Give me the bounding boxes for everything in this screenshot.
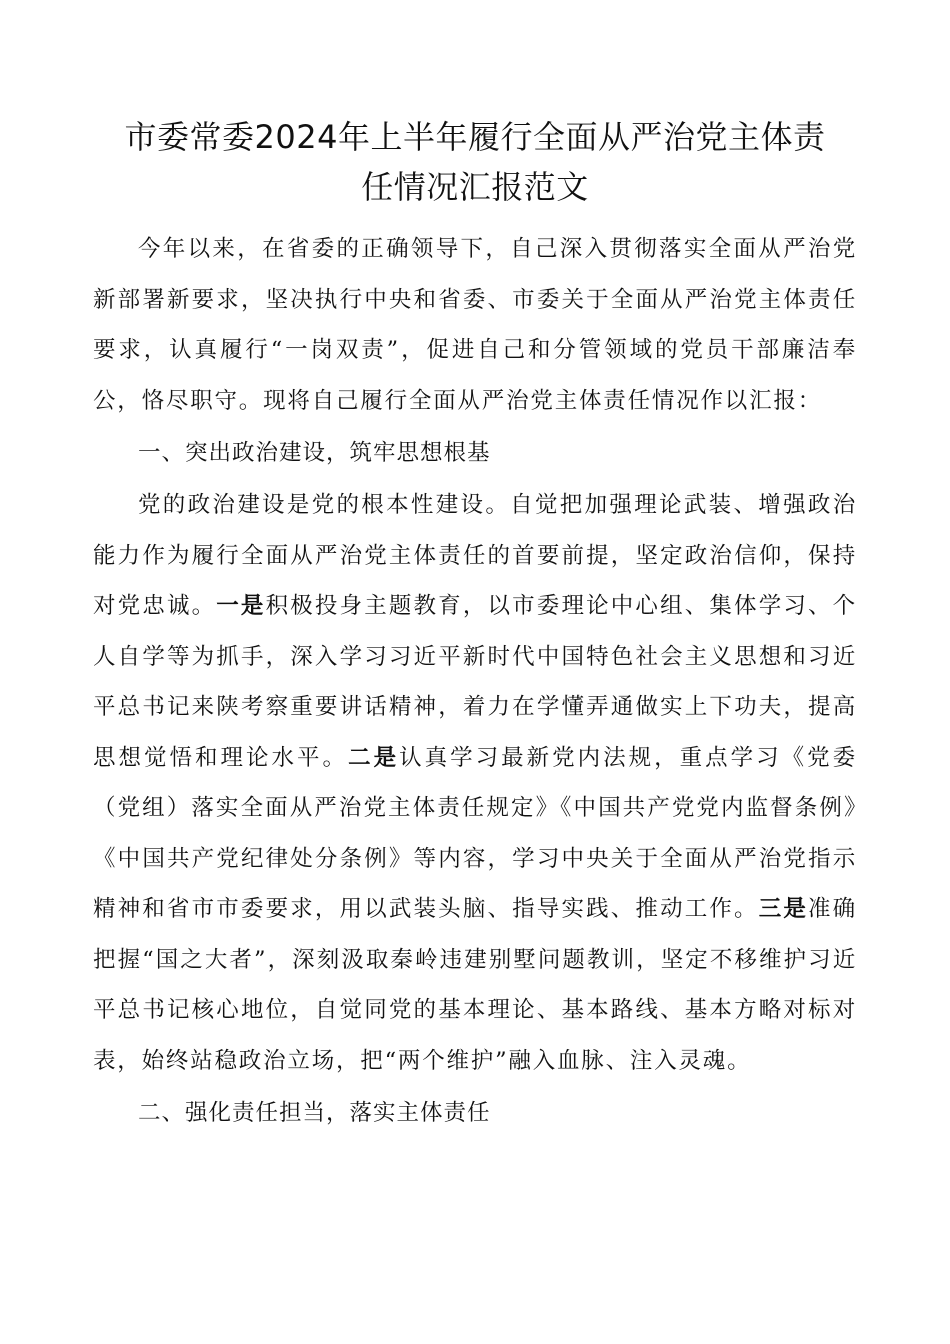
section-1-text-b: 积极投身主题教育，以市委理论中心组、集体学习、个人自学等为抓手，深入学习习近平新时代中国特色社会主义思想和习近平总书记来陕考察重要讲话精神，着力在学懂弄通做实上下功夫，提高思想觉悟和理论水平。 [93, 593, 857, 771]
document-title [93, 112, 857, 212]
point-label-3: 三是 [758, 896, 809, 922]
document-page [93, 112, 857, 1140]
title-line-2: 任情况汇报范文 [361, 168, 589, 206]
section-1-paragraph [93, 480, 857, 1086]
section-1-text-c: 认真学习最新党内法规，重点学习《党委（党组）落实全面从严治党主体责任规定》《中国共产党党内监督条例》《中国共产党纪律处分条例》等内容，学习中央关于全面从严治党指示精神和省市市委要求，用以武装头脑、指导实践、推动工作。 [93, 744, 857, 922]
intro-paragraph: 今年以来，在省委的正确领导下，自己深入贯彻落实全面从严治党新部署新要求，坚决执行中央和省委、市委关于全面从严治党主体责任要求，认真履行“一岗双责”，促进自己和分管领域的党员干部廉洁奉公，恪尽职守。现将自己履行全面从严治党主体责任情况作以汇报： [93, 236, 857, 414]
section-1-text-a: 党的政治建设是党的根本性建设。自觉把加强理论武装、增强政治能力作为履行全面从严治党主体责任的首要前提，坚定政治信仰，保持对党忠诚。 [93, 492, 857, 619]
section-2-heading: 二、强化责任担当，落实主体责任 [138, 1100, 491, 1126]
section-1-heading: 一、突出政治建设，筑牢思想根基 [138, 440, 491, 466]
title-line-1: 市委常委2024年上半年履行全面从严治党主体责 [124, 118, 826, 156]
point-label-1: 一是 [216, 593, 266, 619]
section-1-text-d: 准确把握“国之大者”，深刻汲取秦岭违建别墅问题教训，坚定不移维护习近平总书记核心地位，自觉同党的基本理论、基本路线、基本方略对标对表，始终站稳政治立场，把“两个维护”融入血脉、注入灵魂。 [93, 896, 857, 1074]
point-label-2: 二是 [348, 744, 400, 771]
